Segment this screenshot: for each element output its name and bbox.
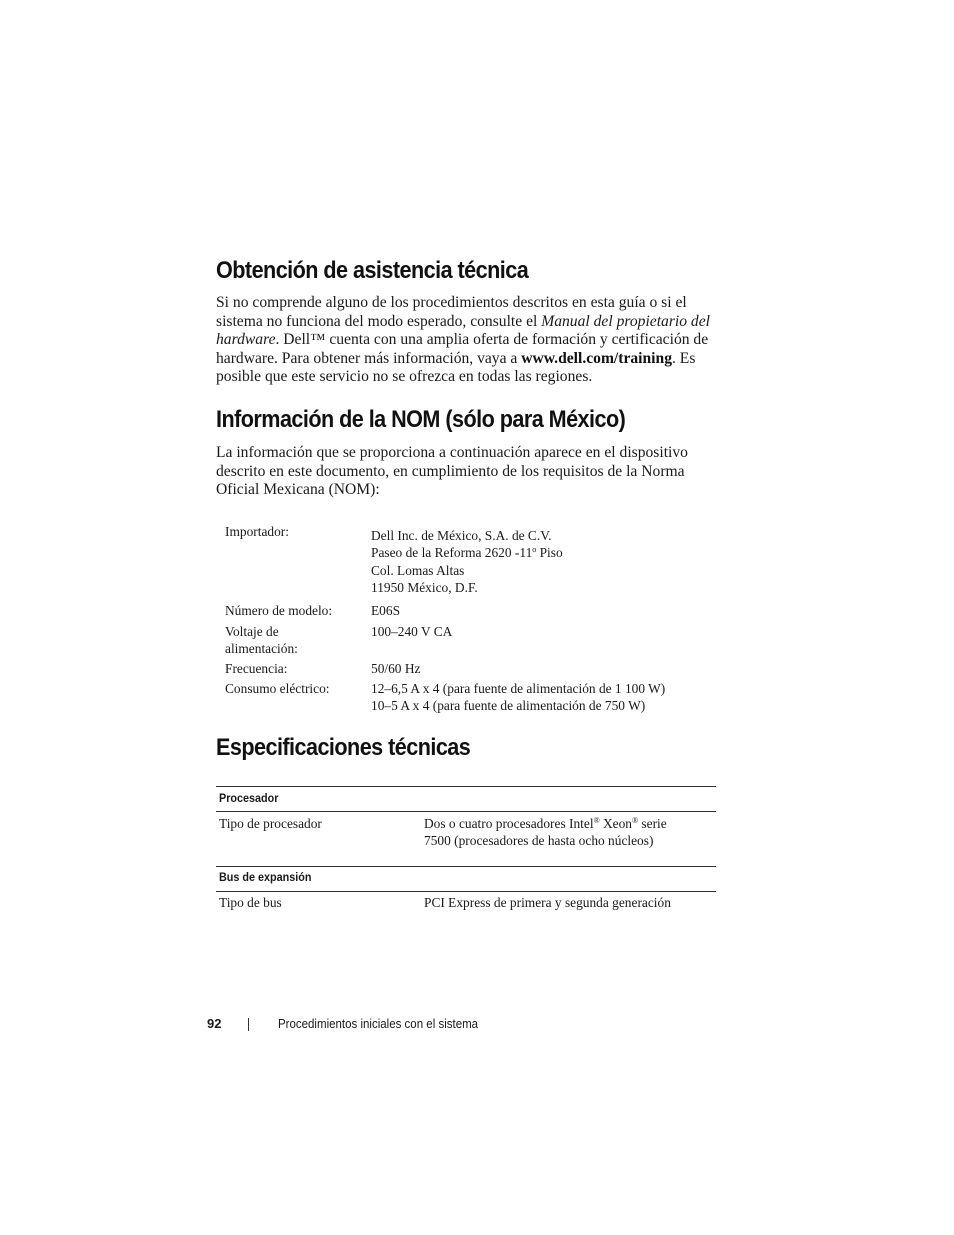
- nom-value-model: E06S: [371, 603, 401, 618]
- spec-heading-processor: Procesador: [219, 791, 279, 805]
- nom-paragraph: La información que se proporciona a continuación aparece en el dispositivo descrito en este documento, en cumplimiento de los requisitos de la Norma Oficial Mexicana (NOM):: [216, 444, 688, 499]
- nom-label-consumption: Consumo eléctrico:: [225, 681, 330, 696]
- spec-value-bus-type: PCI Express de primera y segunda generación: [424, 895, 671, 910]
- nom-value-voltage: 100–240 V CA: [371, 624, 453, 639]
- section-title-specs: Especificaciones técnicas: [216, 734, 471, 761]
- spec-rule: [216, 866, 716, 867]
- nom-label-frequency: Frecuencia:: [225, 661, 288, 676]
- nom-value-consumption: 12–6,5 A x 4 (para fuente de alimentación de 1 100 W) 10–5 A x 4 (para fuente de alimentación de 750 W): [371, 681, 666, 714]
- spec-label-bus-type: Tipo de bus: [219, 895, 282, 910]
- section-title-nom: Información de la NOM (sólo para México): [216, 406, 626, 433]
- manual-title: Manual del propietario del hardware: [216, 312, 710, 349]
- nom-label-importer: Importador:: [225, 524, 289, 539]
- assistance-paragraph: Si no comprende alguno de los procedimientos descritos en esta guía o si el sistema no funciona del modo esperado, consulte el Manual del propietario del hardware. Dell™ cuenta con una amplia oferta de formación y certificación de hardware. Para obtener más información, vaya a www.dell.com/training. Es posible que este servicio no se ofrezca en todas las regiones.: [216, 294, 710, 386]
- page-number: 92: [207, 1016, 222, 1031]
- training-link[interactable]: www.dell.com/training: [521, 349, 672, 367]
- nom-label-model: Número de modelo:: [225, 603, 333, 618]
- nom-value-frequency: 50/60 Hz: [371, 661, 421, 676]
- nom-label-voltage: Voltaje de alimentación:: [225, 624, 298, 656]
- section-title-assistance: Obtención de asistencia técnica: [216, 257, 529, 284]
- nom-value-importer: Dell Inc. de México, S.A. de C.V. Paseo de la Reforma 2620 -11$^o$ Piso Col. Lomas Altas 11950 México, D.F.: [371, 528, 563, 595]
- spec-value-processor-type: Dos o cuatro procesadores Intel® Xeon® serie 7500 (procesadores de hasta ocho núcleos): [424, 816, 667, 848]
- spec-heading-expansion-bus: Bus de expansión: [219, 870, 312, 884]
- footer-chapter-title: Procedimientos iniciales con el sistema: [278, 1017, 479, 1031]
- footer-separator: [248, 1018, 249, 1031]
- spec-label-processor-type: Tipo de procesador: [219, 816, 322, 831]
- spec-rule: [216, 811, 716, 812]
- spec-rule-top: [216, 786, 716, 787]
- spec-rule: [216, 891, 716, 892]
